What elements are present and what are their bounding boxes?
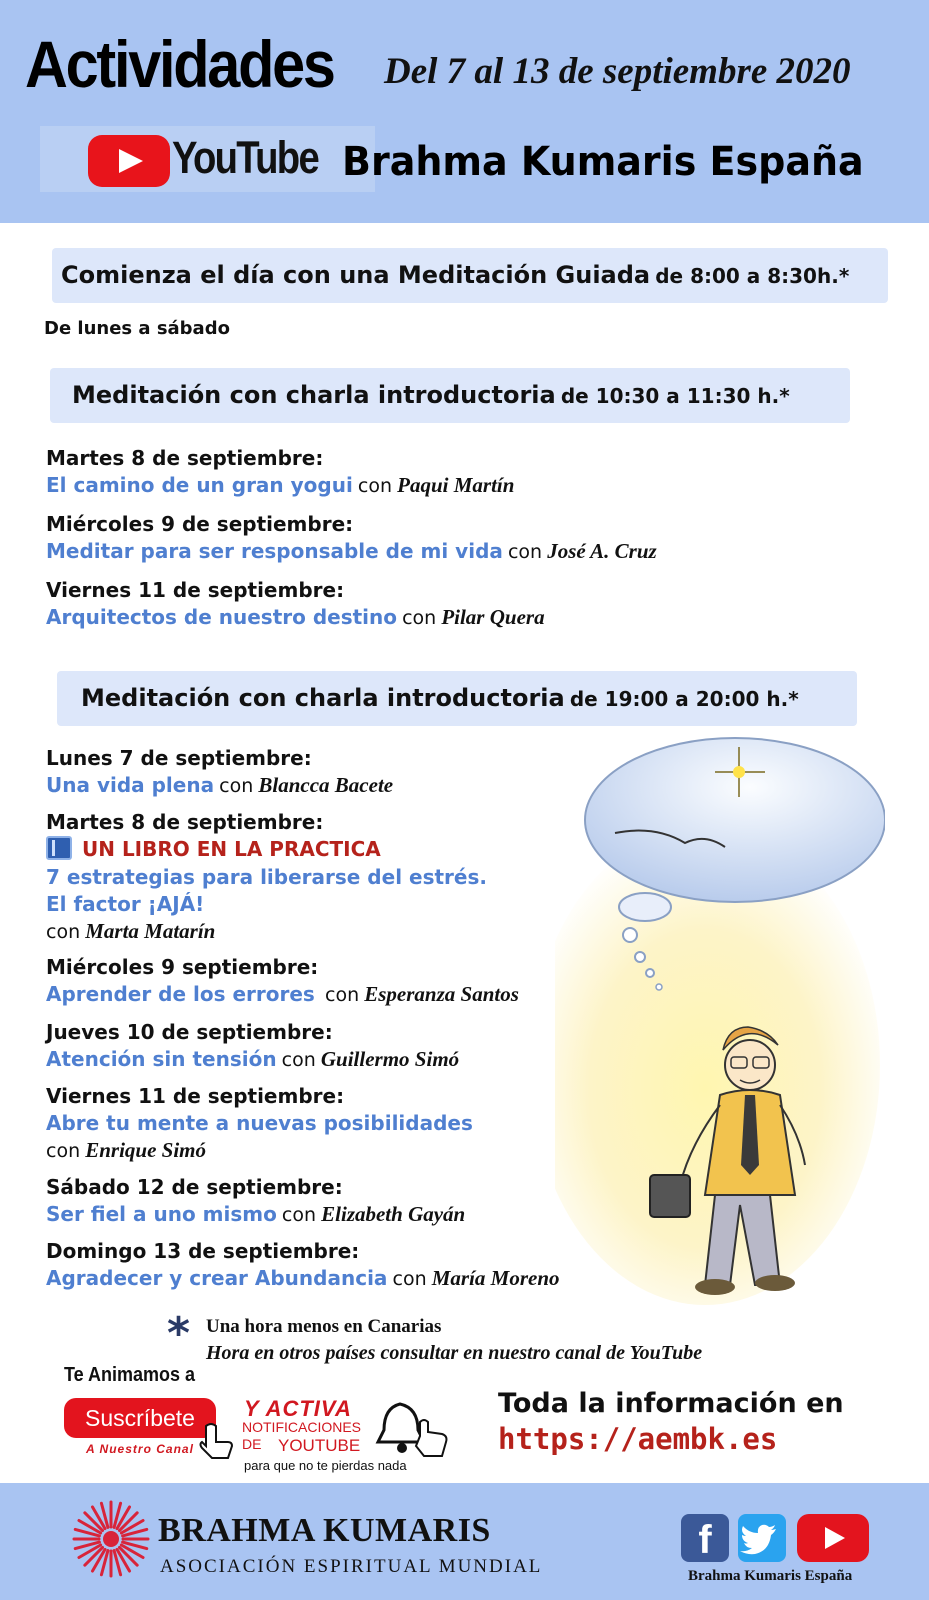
facebook-icon[interactable]: f (681, 1514, 729, 1562)
event-day: Jueves 10 de septiembre: (46, 1020, 333, 1044)
org-subtitle: ASOCIACIÓN ESPIRITUAL MUNDIAL (160, 1556, 543, 1577)
event-talk[interactable]: Aprender de los errores (46, 982, 315, 1006)
event-speaker: José A. Cruz (547, 539, 657, 563)
notifications-label: NOTIFICACIONES (242, 1419, 362, 1435)
bell-icon[interactable] (372, 1398, 452, 1458)
event-speaker: Pilar Quera (441, 605, 545, 629)
con-label: con (46, 1140, 81, 1162)
event-day: Martes 8 de septiembre: (46, 446, 324, 470)
con-label: con (281, 1049, 316, 1071)
banner-title: Meditación con charla introductoria (72, 381, 556, 409)
banner-time: de 19:00 a 20:00 h.* (569, 687, 799, 711)
social-caption: Brahma Kumaris España (688, 1568, 853, 1584)
con-label: con (507, 541, 543, 563)
info-label: Toda la información en (498, 1388, 844, 1419)
event-talk[interactable]: Abre tu mente a nuevas posibilidades (46, 1111, 473, 1135)
con-label: con (392, 1268, 427, 1290)
subscribe-intro: Te Animamos a (64, 1364, 196, 1386)
event-speaker: Marta Matarín (85, 919, 216, 943)
page-title: Actividades (25, 27, 334, 101)
event-talk[interactable]: 7 estrategias para liberarse del estrés. (46, 865, 487, 889)
list-item (46, 445, 514, 500)
pointer-hand-icon (198, 1420, 238, 1460)
event-day: Miércoles 9 septiembre: (46, 955, 319, 979)
schedule-note: De lunes a sábado (44, 318, 230, 339)
youtube-play-icon[interactable] (88, 135, 170, 187)
channel-name: Brahma Kumaris España (342, 139, 864, 185)
subscribe-button[interactable]: Suscríbete (64, 1398, 216, 1438)
event-day: Lunes 7 de septiembre: (46, 746, 312, 770)
evening-talks-banner (57, 671, 857, 726)
youtube-icon[interactable] (797, 1514, 869, 1562)
event-day: Domingo 13 de septiembre: (46, 1239, 360, 1263)
event-day: Martes 8 de septiembre: (46, 810, 324, 834)
event-talk[interactable]: Agradecer y crear Abundancia (46, 1266, 388, 1290)
activa-label: Y ACTIVA (244, 1396, 352, 1421)
notifications-subtext: para que no te pierdas nada (244, 1458, 407, 1473)
event-talk[interactable]: El camino de un gran yogui (46, 473, 353, 497)
notifications-de: DE (242, 1436, 262, 1452)
list-item (46, 511, 657, 566)
con-label: con (402, 607, 437, 629)
event-talk-line2[interactable]: El factor ¡AJÁ! (46, 892, 205, 916)
list-item (46, 1238, 560, 1293)
twitter-icon[interactable] (738, 1514, 786, 1562)
subscribe-canal-label: A Nuestro Canal (86, 1442, 194, 1456)
footnote-line2: Hora en otros países consultar en nuestro canal de YouTube (206, 1342, 703, 1364)
event-speaker: Paqui Martín (397, 473, 515, 497)
banner-title: Comienza el día con una Meditación Guiada (61, 261, 651, 289)
event-day: Viernes 11 de septiembre: (46, 578, 345, 602)
list-item (46, 954, 519, 1009)
morning-meditation-banner (52, 248, 888, 303)
event-speaker: Esperanza Santos (364, 982, 519, 1006)
con-label: con (325, 984, 360, 1006)
con-label: con (357, 475, 393, 497)
event-talk[interactable]: Una vida plena (46, 773, 215, 797)
book-icon (46, 836, 72, 860)
event-day: Sábado 12 de septiembre: (46, 1175, 343, 1199)
morning-talks-banner (50, 368, 850, 423)
event-speaker: Guillermo Simó (320, 1047, 460, 1071)
list-item (46, 577, 545, 632)
series-title: UN LIBRO EN LA PRACTICA (82, 837, 381, 861)
event-speaker: Elizabeth Gayán (321, 1202, 466, 1226)
banner-title: Meditación con charla introductoria (81, 684, 565, 712)
youtube-wordmark: YouTube (172, 132, 319, 183)
list-item (46, 809, 487, 946)
org-name: BRAHMA KUMARIS (158, 1512, 491, 1549)
con-label: con (46, 921, 81, 943)
date-range: Del 7 al 13 de septiembre 2020 (384, 51, 851, 92)
con-label: con (219, 775, 254, 797)
event-speaker: Enrique Simó (85, 1138, 207, 1162)
banner-time: de 8:00 a 8:30h.* (655, 264, 850, 288)
asterisk-icon: * (167, 1308, 191, 1359)
footnote-line1: Una hora menos en Canarias (206, 1316, 442, 1337)
event-speaker: Blancca Bacete (258, 773, 394, 797)
meditating-man-illustration (555, 735, 885, 1305)
event-talk[interactable]: Meditar para ser responsable de mi vida (46, 539, 503, 563)
brahma-kumaris-logo-icon (72, 1500, 150, 1578)
banner-time: de 10:30 a 11:30 h.* (560, 384, 790, 408)
event-day: Miércoles 9 de septiembre: (46, 512, 354, 536)
list-item (46, 1174, 465, 1229)
event-speaker: María Moreno (431, 1266, 560, 1290)
con-label: con (281, 1204, 317, 1226)
list-item (46, 745, 393, 800)
website-link[interactable]: https://aembk.es (498, 1422, 778, 1456)
event-day: Viernes 11 de septiembre: (46, 1084, 345, 1108)
event-talk[interactable]: Ser fiel a uno mismo (46, 1202, 277, 1226)
list-item (46, 1019, 459, 1074)
list-item (46, 1083, 473, 1165)
notifications-youtube: YOUTUBE (278, 1436, 361, 1455)
event-talk[interactable]: Arquitectos de nuestro destino (46, 605, 397, 629)
event-talk[interactable]: Atención sin tensión (46, 1047, 277, 1071)
